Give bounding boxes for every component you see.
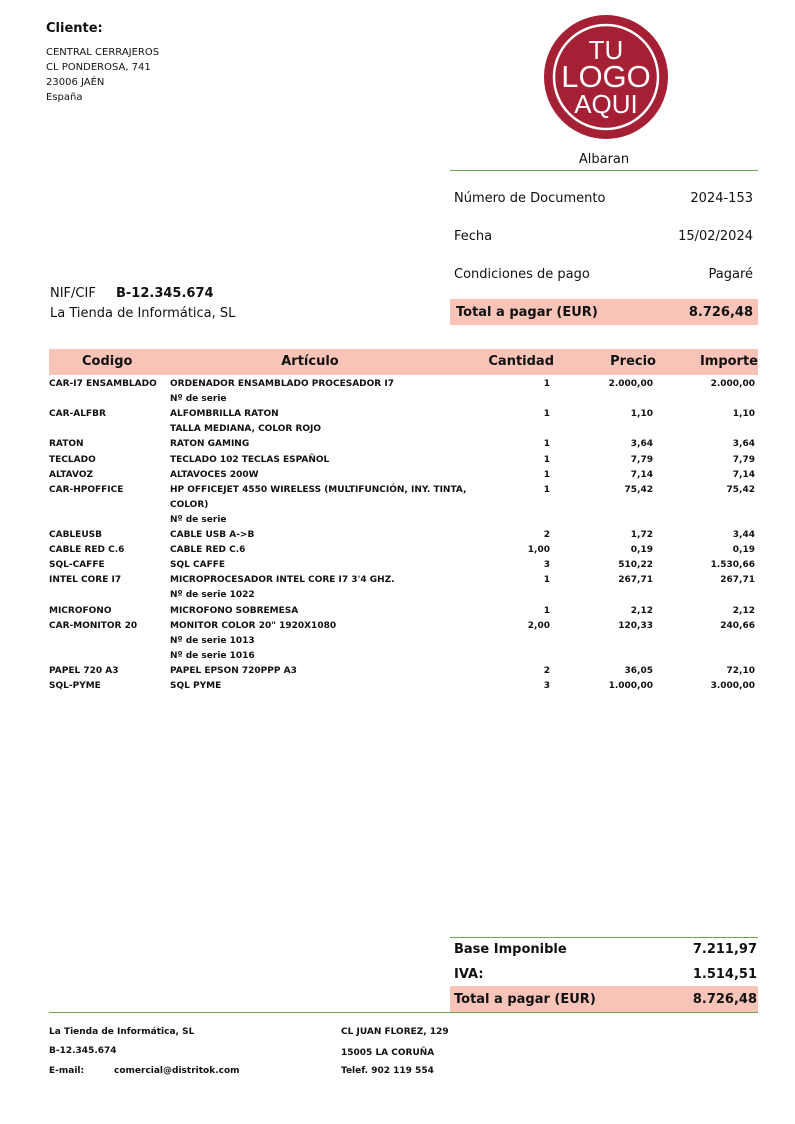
cell-code: RATON [49, 439, 84, 449]
cell-article: MICROPROCESADOR INTEL CORE I7 3'4 GHZ. [170, 575, 395, 585]
cell-article: MONITOR COLOR 20" 1920X1080 [170, 621, 337, 631]
header-total-value: 8.726,48 [688, 305, 753, 320]
table-row [0, 634, 795, 649]
table-row [0, 619, 795, 634]
cell-price: 2,12 [630, 606, 653, 616]
client-street: CL PONDEROSA, 741 [46, 62, 151, 73]
cell-amount: 267,71 [720, 575, 755, 585]
cell-qty: 1 [543, 455, 550, 465]
table-row [0, 377, 795, 392]
footer-divider [49, 1012, 758, 1013]
cell-article: SQL CAFFE [170, 560, 226, 570]
client-country: España [46, 92, 83, 103]
base-value: 7.211,97 [692, 942, 757, 957]
cell-code: TECLADO [49, 455, 96, 465]
cell-article: Nº de serie [170, 515, 227, 525]
table-row [0, 558, 795, 573]
table-row [0, 483, 795, 498]
cell-amount: 7,14 [732, 470, 755, 480]
doc-number-value: 2024-153 [690, 191, 753, 206]
nif-value: B-12.345.674 [116, 286, 214, 301]
cell-article: SQL PYME [170, 681, 222, 691]
table-row [0, 588, 795, 603]
footer-email[interactable]: comercial@distritok.com [114, 1066, 240, 1076]
client-city: 23006 JAÉN [46, 77, 105, 88]
cell-amount: 240,66 [720, 621, 755, 631]
cell-code: INTEL CORE I7 [49, 575, 122, 585]
table-row [0, 407, 795, 422]
logo-line2: LOGO [561, 59, 651, 94]
cell-price: 3,64 [630, 439, 653, 449]
cell-qty: 1 [543, 439, 550, 449]
cell-qty: 2 [543, 666, 550, 676]
cell-amount: 3.000,00 [710, 681, 755, 691]
cell-article: CABLE RED C.6 [170, 545, 246, 555]
cell-code: PAPEL 720 A3 [49, 666, 119, 676]
table-row [0, 664, 795, 679]
cell-article: TECLADO 102 TECLAS ESPAÑOL [170, 455, 330, 465]
cell-code: SQL-PYME [49, 681, 101, 691]
footer-email-label: E-mail: [49, 1066, 85, 1076]
cell-qty: 1 [543, 575, 550, 585]
cell-code: MICROFONO [49, 606, 112, 616]
cell-amount: 2.000,00 [710, 379, 755, 389]
iva-label: IVA: [454, 967, 484, 982]
cell-article: RATON GAMING [170, 439, 250, 449]
cell-price: 1,10 [630, 409, 653, 419]
logo-line3: AQUI [574, 89, 638, 119]
cell-qty: 3 [543, 681, 550, 691]
cell-article: COLOR) [170, 500, 209, 510]
cell-code: CAR-I7 ENSAMBLADO [49, 379, 157, 389]
footer-city: 15005 LA CORUÑA [341, 1048, 435, 1058]
cell-code: ALTAVOZ [49, 470, 93, 480]
table-row [0, 679, 795, 694]
cell-price: 7,14 [630, 470, 653, 480]
cell-code: CABLEUSB [49, 530, 102, 540]
document-type: Albaran [578, 152, 630, 167]
column-header-price: Precio [610, 354, 656, 369]
cell-amount: 1,10 [732, 409, 755, 419]
client-name: CENTRAL CERRAJEROS [46, 47, 160, 58]
cell-article: ORDENADOR ENSAMBLADO PROCESADOR I7 [170, 379, 394, 389]
cell-amount: 75,42 [726, 485, 755, 495]
footer-phone: Telef. 902 119 554 [341, 1066, 434, 1076]
cell-article: MICROFONO SOBREMESA [170, 606, 299, 616]
cell-article: Nº de serie 1022 [170, 590, 255, 600]
cell-qty: 1,00 [527, 545, 550, 555]
doc-date-value: 15/02/2024 [678, 229, 753, 244]
cell-article: CABLE USB A->B [170, 530, 255, 540]
cell-code: CABLE RED C.6 [49, 545, 125, 555]
cell-qty: 3 [543, 560, 550, 570]
footer-total-value: 8.726,48 [692, 992, 757, 1007]
cell-price: 267,71 [618, 575, 653, 585]
cell-article: ALTAVOCES 200W [170, 470, 259, 480]
cell-amount: 3,44 [732, 530, 755, 540]
column-header-qty: Cantidad [488, 354, 554, 369]
column-header-code: Codigo [82, 354, 133, 369]
cell-qty: 2 [543, 530, 550, 540]
cell-price: 36,05 [624, 666, 653, 676]
cell-price: 510,22 [618, 560, 653, 570]
cell-amount: 72,10 [726, 666, 755, 676]
footer-total-label: Total a pagar (EUR) [454, 992, 596, 1007]
cell-article: Nº de serie 1013 [170, 636, 255, 646]
doc-number-label: Número de Documento [454, 191, 606, 206]
cell-qty: 1 [543, 409, 550, 419]
client-title: Cliente: [46, 21, 103, 36]
header-total-label: Total a pagar (EUR) [456, 305, 598, 320]
table-row [0, 468, 795, 483]
cell-article: PAPEL EPSON 720PPP A3 [170, 666, 297, 676]
table-row [0, 422, 795, 437]
table-row [0, 543, 795, 558]
cell-amount: 1.530,66 [710, 560, 755, 570]
cell-price: 75,42 [624, 485, 653, 495]
cell-article: Nº de serie [170, 394, 227, 404]
cell-price: 120,33 [618, 621, 653, 631]
cell-code: SQL-CAFFE [49, 560, 105, 570]
cell-article: Nº de serie 1016 [170, 651, 255, 661]
cell-price: 7,79 [630, 455, 653, 465]
table-row [0, 528, 795, 543]
cell-code: CAR-ALFBR [49, 409, 106, 419]
cell-amount: 3,64 [732, 439, 755, 449]
cell-price: 1.000,00 [608, 681, 653, 691]
table-row [0, 392, 795, 407]
table-row [0, 437, 795, 452]
table-row [0, 453, 795, 468]
company-logo [543, 14, 669, 140]
base-label: Base Imponible [454, 942, 567, 957]
cell-price: 0,19 [630, 545, 653, 555]
cell-qty: 1 [543, 379, 550, 389]
cell-article: TALLA MEDIANA, COLOR ROJO [170, 424, 322, 434]
table-row [0, 573, 795, 588]
cell-price: 1,72 [630, 530, 653, 540]
doc-payment-label: Condiciones de pago [454, 267, 590, 282]
iva-value: 1.514,51 [692, 967, 757, 982]
cell-qty: 1 [543, 485, 550, 495]
table-row [0, 649, 795, 664]
footer-company: La Tienda de Informática, SL [49, 1027, 195, 1037]
footer-nif: B-12.345.674 [49, 1046, 117, 1056]
cell-amount: 0,19 [732, 545, 755, 555]
column-header-article: Artículo [281, 354, 339, 369]
totals-divider [450, 937, 758, 938]
cell-qty: 1 [543, 470, 550, 480]
doc-payment-value: Pagaré [708, 267, 753, 282]
cell-article: ALFOMBRILLA RATON [170, 409, 279, 419]
table-row [0, 498, 795, 513]
cell-qty: 1 [543, 606, 550, 616]
cell-code: CAR-HPOFFICE [49, 485, 124, 495]
column-header-amount: Importe [699, 354, 758, 369]
cell-article: HP OFFICEJET 4550 WIRELESS (MULTIFUNCIÓN, INY. TINTA, [170, 485, 467, 495]
cell-price: 2.000,00 [608, 379, 653, 389]
footer-address: CL JUAN FLOREZ, 129 [341, 1027, 449, 1037]
cell-amount: 2,12 [732, 606, 755, 616]
document-divider [450, 170, 758, 171]
issuer-name: La Tienda de Informática, SL [50, 306, 236, 321]
nif-label: NIF/CIF [50, 286, 96, 301]
cell-amount: 7,79 [732, 455, 755, 465]
logo-line1: TU [588, 35, 624, 65]
doc-date-label: Fecha [454, 229, 493, 244]
table-row [0, 604, 795, 619]
cell-code: CAR-MONITOR 20 [49, 621, 138, 631]
table-row [0, 513, 795, 528]
cell-qty: 2,00 [527, 621, 550, 631]
